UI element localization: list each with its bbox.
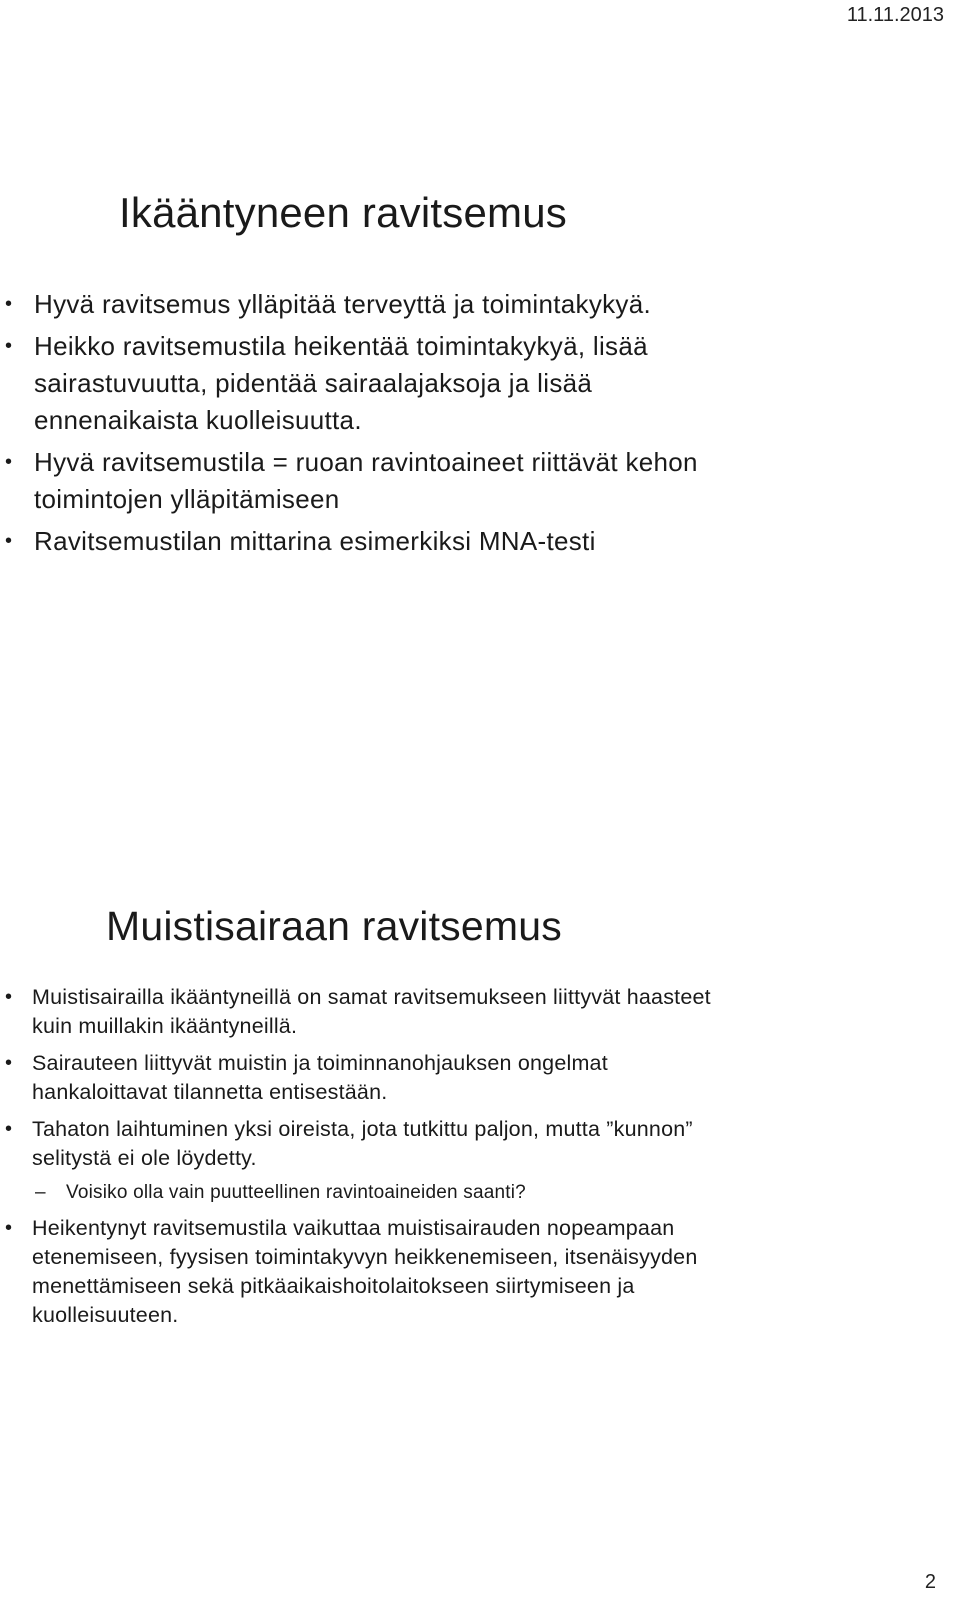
bullet-item: [5, 523, 712, 560]
bullet-text: Tahaton laihtuminen yksi oireista, jota tutkittu paljon, mutta ”kunnon” selitystä ei ole löydetty.: [32, 1117, 693, 1170]
bullet-icon: •: [5, 451, 13, 473]
bullet-item: [5, 1049, 722, 1107]
bullet-text: Sairauteen liittyvät muistin ja toiminnanohjauksen ongelmat hankaloittavat tilannetta entisestään.: [32, 1051, 608, 1104]
sub-bullet-item: [32, 1179, 722, 1206]
bullet-icon: •: [5, 1217, 13, 1239]
slide-muistisairaan-ravitsemus: [0, 900, 960, 1338]
page-date: 11.11.2013: [846, 4, 944, 26]
sub-bullet-text: Voisiko olla vain puutteellinen ravintoaineiden saanti?: [66, 1182, 526, 1203]
bullet-item: [5, 1214, 722, 1330]
bullet-item: [5, 328, 712, 439]
page-number: 2: [924, 1571, 936, 1593]
bullet-item: [5, 444, 712, 518]
bullet-icon: •: [5, 1052, 13, 1074]
bullet-item: [5, 983, 722, 1041]
bullet-text: Ravitsemustilan mittarina esimerkiksi MNA-testi: [34, 526, 596, 556]
bullet-text: Muistisairailla ikääntyneillä on samat ravitsemukseen liittyvät haasteet kuin muillakin ikääntyneillä.: [32, 985, 711, 1038]
slide-ikaantyneen-ravitsemus: [0, 186, 960, 565]
bullet-text: Hyvä ravitsemustila = ruoan ravintoaineet riittävät kehon toimintojen ylläpitämiseen: [34, 447, 698, 514]
slide-title: Ikääntyneen ravitsemus: [119, 189, 567, 236]
bullet-item: [5, 286, 712, 323]
bullet-icon: •: [5, 335, 13, 357]
bullet-icon: •: [5, 986, 13, 1008]
bullet-text: Heikko ravitsemustila heikentää toimintakykyä, lisää sairastuvuutta, pidentää sairaalajaksoja ja lisää ennenaikaista kuolleisuutta.: [34, 331, 648, 435]
bullet-list: [0, 286, 712, 560]
bullet-icon: •: [5, 530, 13, 552]
slide-title: Muistisairaan ravitsemus: [106, 903, 562, 949]
bullet-icon: •: [5, 293, 13, 315]
bullet-item: [5, 1115, 722, 1206]
dash-icon: –: [35, 1182, 46, 1203]
bullet-text: Heikentynyt ravitsemustila vaikuttaa muistisairauden nopeampaan etenemiseen, fyysisen toimintakyvyn heikkenemiseen, itsenäisyyden menettämiseen sekä pitkäaikaishoitolaitokseen siirtymiseen ja kuolleisuuteen.: [32, 1216, 698, 1327]
bullet-icon: •: [5, 1118, 13, 1140]
bullet-list: [0, 983, 722, 1330]
bullet-text: Hyvä ravitsemus ylläpitää terveyttä ja toimintakykyä.: [34, 289, 652, 319]
